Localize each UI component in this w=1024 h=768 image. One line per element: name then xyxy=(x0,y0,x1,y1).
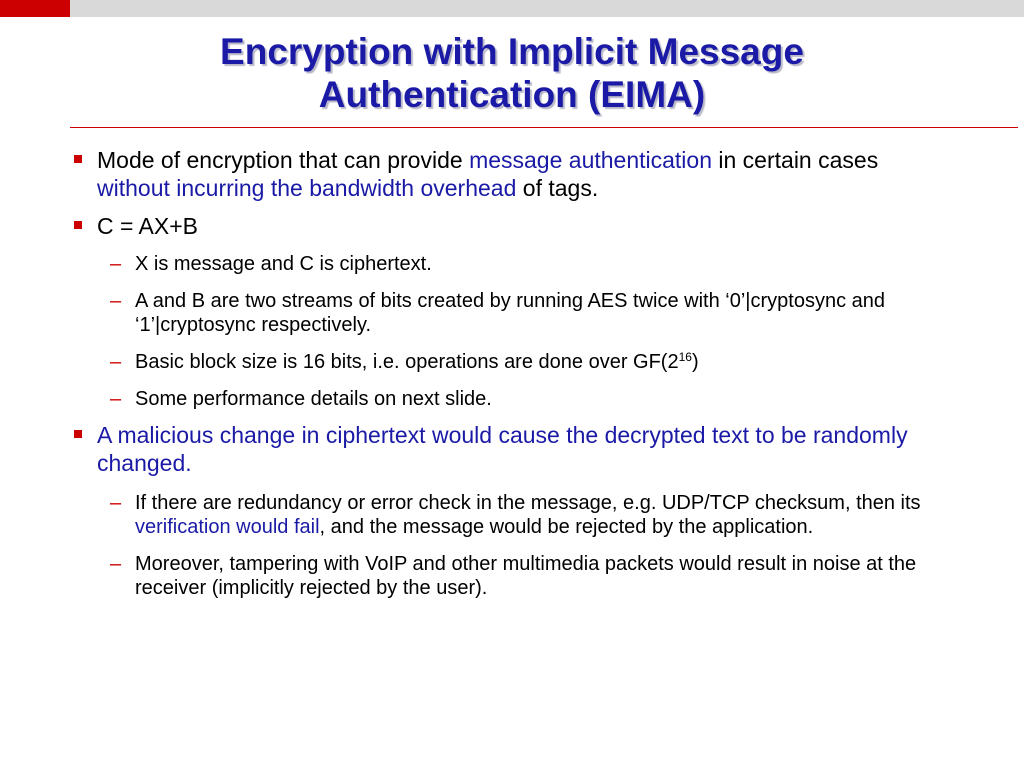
bullet2-sub4: Some performance details on next slide. xyxy=(135,388,492,410)
square-bullet-icon xyxy=(74,430,82,438)
sub-bullet-voip-tampering xyxy=(72,552,952,600)
dash-bullet-icon: – xyxy=(110,290,122,312)
square-bullet-icon xyxy=(74,221,82,229)
top-gray-bar xyxy=(70,0,1024,17)
bullet1-highlight-b: without incurring the bandwidth overhead xyxy=(97,175,517,201)
dash-bullet-icon: – xyxy=(110,388,122,410)
bullet3-sub1-highlight: verification would fail xyxy=(135,516,320,538)
square-bullet-icon xyxy=(74,155,82,163)
dash-bullet-icon: – xyxy=(110,492,122,514)
bullet3-sub2: Moreover, tampering with VoIP and other multimedia packets would result in noise at the receiver (implicitly rejected by the user). xyxy=(135,553,917,599)
top-accent-bar xyxy=(0,0,70,17)
bullet2-text: C = AX+B xyxy=(97,213,199,239)
dash-bullet-icon: – xyxy=(110,351,122,373)
sub-bullet-performance xyxy=(72,387,952,411)
slide-title-line1: Encryption with Implicit Message xyxy=(220,31,804,72)
bullet3-text: A malicious change in ciphertext would cause the decrypted text to be randomly changed. xyxy=(97,422,908,476)
bullet2-sub3-exponent: 16 xyxy=(678,350,692,364)
sub-bullet-redundancy-check xyxy=(72,491,952,539)
bullet2-sub3-text: Basic block size is 16 bits, i.e. operations are done over GF(2 xyxy=(135,351,679,373)
bullet1-text-b: in certain cases xyxy=(712,147,879,173)
sub-bullet-streams xyxy=(72,289,952,337)
bullet3-sub1-b: , and the message would be rejected by the application. xyxy=(319,516,814,538)
sub-bullet-block-size xyxy=(72,350,952,374)
bullet3-sub1-a: If there are redundancy or error check in the message, e.g. UDP/TCP checksum, then its xyxy=(135,492,921,514)
bullet1-text-a: Mode of encryption that can provide xyxy=(97,147,470,173)
bullet-malicious-change xyxy=(72,421,952,477)
bullet2-sub3-end: ) xyxy=(691,351,699,373)
slide-title-line2: Authentication (EIMA) xyxy=(318,74,706,115)
bullet-mode-of-encryption xyxy=(72,146,952,202)
slide-title xyxy=(0,30,1024,116)
sub-bullet-message-ciphertext xyxy=(72,252,952,276)
title-divider xyxy=(70,127,1018,128)
dash-bullet-icon: – xyxy=(110,553,122,575)
bullet2-sub2: A and B are two streams of bits created by running AES twice with ‘0’|cryptosync and ‘1’|cryptosync respectively. xyxy=(135,290,886,336)
dash-bullet-icon: – xyxy=(110,253,122,275)
bullet1-text-c: of tags. xyxy=(516,175,599,201)
bullet-equation xyxy=(72,212,952,240)
bullet2-sub1: X is message and C is ciphertext. xyxy=(135,253,432,275)
bullet1-highlight-a: message authentication xyxy=(469,147,712,173)
slide-body xyxy=(72,146,952,613)
